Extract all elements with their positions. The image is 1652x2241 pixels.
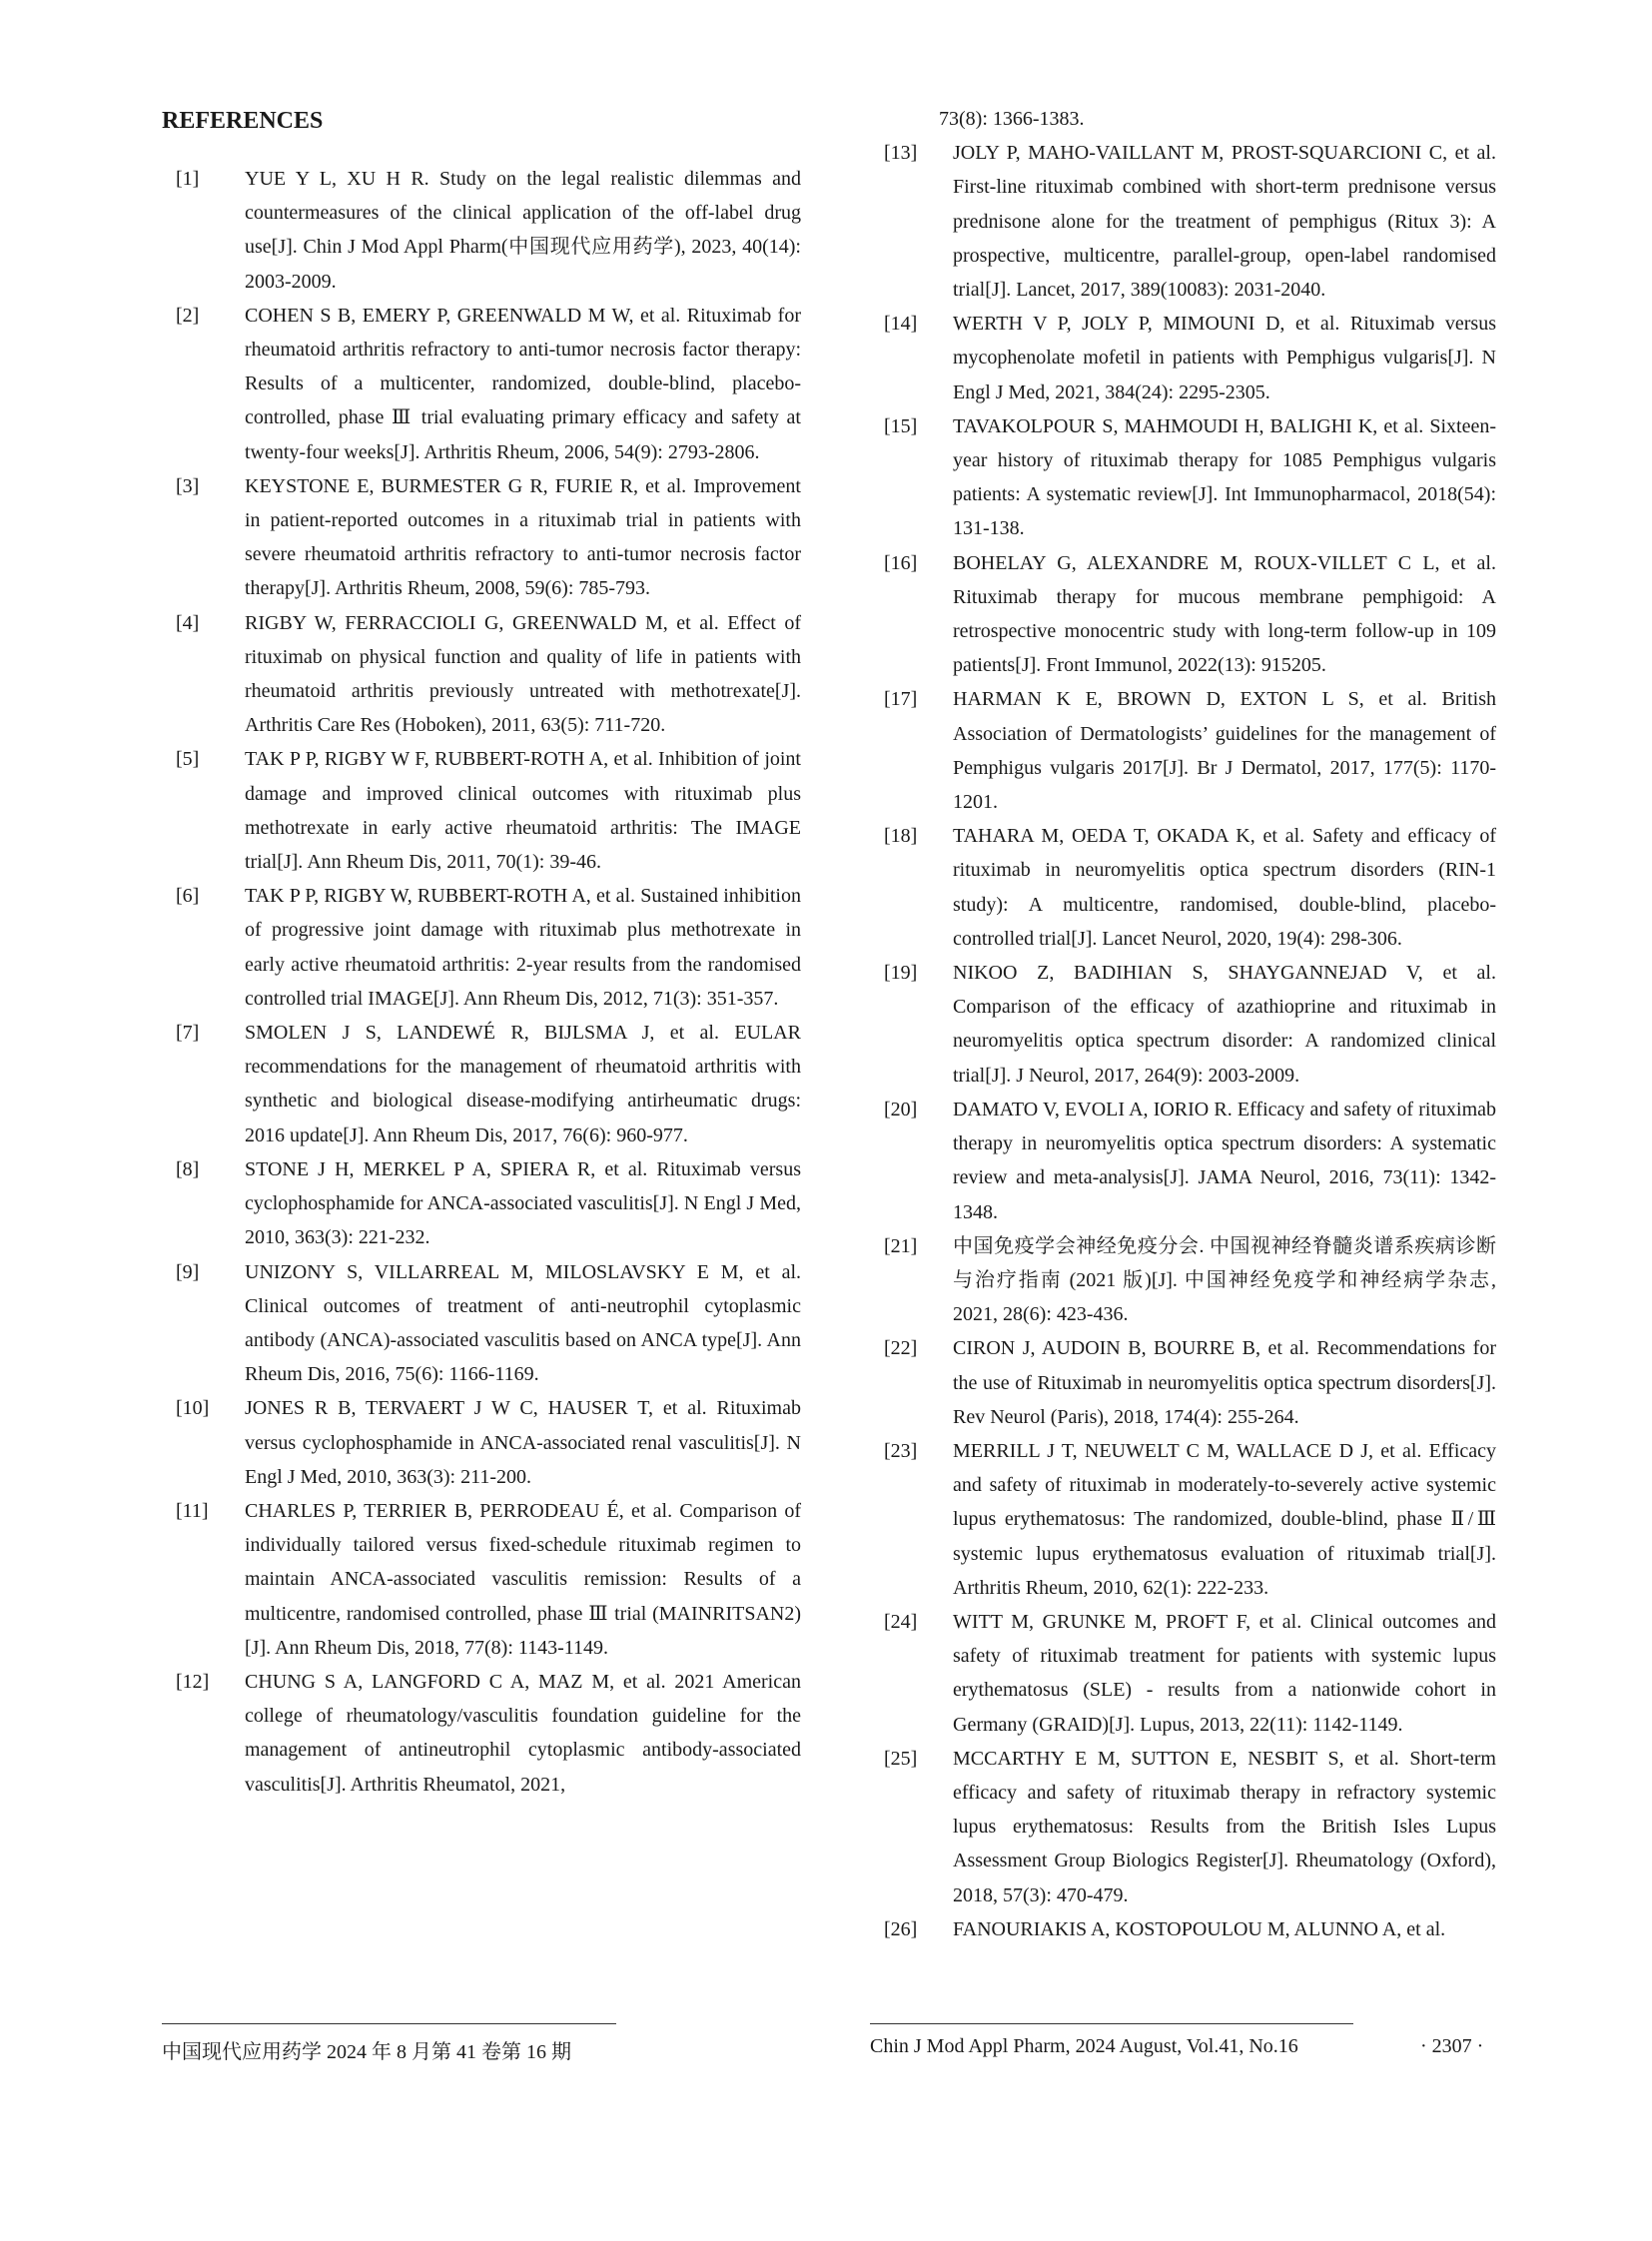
reference-item: [870, 546, 1496, 683]
reference-text: KEYSTONE E, BURMESTER G R, FURIE R, et al. Improvement in patient-reported outcomes in a rituximab trial in patients with severe rheumatoid arthritis refractory to anti-tumor necrosis factor therapy[J]. Arthritis Rheum, 2008, 59(6): 785-793.: [245, 474, 801, 600]
reference-text: NIKOO Z, BADIHIAN S, SHAYGANNEJAD V, et al. Comparison of the efficacy of azathioprine and rituximab in neuromyelitis optica spectrum disorder: A randomized clinical trial[J]. J Neurol, 2017, 264(9): 2003-2009.: [953, 962, 1496, 1087]
reference-number: [12]: [176, 1670, 210, 1693]
reference-continuation: 73(8): 1366-1383.: [939, 108, 1085, 130]
reference-text: WERTH V P, JOLY P, MIMOUNI D, et al. Rituximab versus mycophenolate mofetil in patients with Pemphigus vulgaris[J]. N Engl J Med, 2021, 384(24): 2295-2305.: [953, 313, 1496, 403]
right-reference-list: [870, 136, 1496, 1946]
reference-item: [162, 162, 801, 299]
reference-text: WITT M, GRUNKE M, PROFT F, et al. Clinical outcomes and safety of rituximab treatment for patients with systemic lupus erythematosus (SLE) - results from a nationwide cohort in Germany (GRAID)[J]. Lupus, 2013, 22(11): 1142-1149.: [953, 1610, 1496, 1736]
references-heading: REFERENCES: [162, 108, 324, 134]
reference-item: [870, 682, 1496, 819]
reference-text: SMOLEN J S, LANDEWÉ R, BIJLSMA J, et al. EULAR recommendations for the management of rheumatoid arthritis with synthetic and biological disease-modifying antirheumatic drugs: 2016 update[J]. Ann Rheum Dis, 2017, 76(6): 960-977.: [245, 1022, 801, 1146]
reference-text: CHARLES P, TERRIER B, PERRODEAU É, et al. Comparison of individually tailored versus fixed-schedule rituximab regimen to maintain ANCA-associated vasculitis remission: Results of a multicentre, randomised controlled, phase Ⅲ trial (MAINRITSAN2)[J]. Ann Rheum Dis, 2018, 77(8): 1143-1149.: [245, 1499, 801, 1659]
reference-text: HARMAN K E, BROWN D, EXTON L S, et al. British Association of Dermatologists’ guidelines for the management of Pemphigus vulgaris 2017[J]. Br J Dermatol, 2017, 177(5): 1170-1201.: [953, 688, 1496, 814]
reference-item: [870, 956, 1496, 1093]
reference-item: [162, 299, 801, 469]
reference-number: [13]: [884, 142, 918, 165]
footer-journal-en: Chin J Mod Appl Pharm, 2024 August, Vol.41, No.16: [870, 2035, 1298, 2057]
reference-item: [870, 1912, 1496, 1946]
reference-text: CIRON J, AUDOIN B, BOURRE B, et al. Recommendations for the use of Rituximab in neuromyelitis optica spectrum disorders[J]. Rev Neurol (Paris), 2018, 174(4): 255-264.: [953, 1337, 1496, 1428]
reference-text: CHUNG S A, LANGFORD C A, MAZ M, et al. 2021 American college of rheumatology/vasculitis foundation guideline for the management of antineutrophil cytoplasmic antibody-associated vasculitis[J]. Arthritis Rheumatol, 2021,: [245, 1670, 801, 1796]
reference-text: 中国免疫学会神经免疫分会. 中国视神经脊髓炎谱系疾病诊断与治疗指南 (2021 版)[J]. 中国神经免疫学和神经病学杂志, 2021, 28(6): 423-436.: [953, 1234, 1496, 1326]
reference-text: TAVAKOLPOUR S, MAHMOUDI H, BALIGHI K, et al. Sixteen-year history of rituximab therapy for 1085 Pemphigus vulgaris patients: A systematic review[J]. Int Immunopharmacol, 2018(54): 131-138.: [953, 414, 1496, 540]
reference-number: [5]: [176, 748, 200, 771]
left-column: [162, 100, 801, 1802]
reference-number: [8]: [176, 1157, 200, 1180]
reference-number: [20]: [884, 1098, 918, 1120]
reference-item: [870, 1229, 1496, 1332]
reference-item: [870, 1605, 1496, 1742]
reference-number: [9]: [176, 1260, 200, 1283]
reference-text: TAHARA M, OEDA T, OKADA K, et al. Safety and efficacy of rituximab in neuromyelitis optica spectrum disorders (RIN-1 study): A multicentre, randomised, double-blind, placebo-controlled trial[J]. Lancet Neurol, 2020, 19(4): 298-306.: [953, 825, 1496, 950]
reference-item: [162, 1665, 801, 1802]
reference-item: [870, 1331, 1496, 1434]
reference-number: [25]: [884, 1747, 918, 1770]
reference-number: [21]: [884, 1234, 918, 1257]
reference-text: COHEN S B, EMERY P, GREENWALD M W, et al. Rituximab for rheumatoid arthritis refractory to anti-tumor necrosis factor therapy: Results of a multicenter, randomized, double-blind, placebo-controlled, phase Ⅲ trial evaluating primary efficacy and safety at twenty-four weeks[J]. Arthritis Rheum, 2006, 54(9): 2793-2806.: [245, 304, 801, 463]
footer-rule-left: [162, 2023, 616, 2024]
reference-text: UNIZONY S, VILLARREAL M, MILOSLAVSKY E M, et al. Clinical outcomes of treatment of anti-neutrophil cytoplasmic antibody (ANCA)-associated vasculitis based on ANCA type[J]. Ann Rheum Dis, 2016, 75(6): 1166-1169.: [245, 1260, 801, 1386]
reference-number: [17]: [884, 688, 918, 711]
reference-number: [18]: [884, 825, 918, 848]
reference-number: [10]: [176, 1397, 210, 1420]
reference-number: [11]: [176, 1499, 209, 1522]
footer-journal-cn: 中国现代应用药学 2024 年 8 月第 41 卷第 16 期: [162, 2041, 571, 2063]
reference-number: [19]: [884, 962, 918, 985]
reference-item: [162, 1494, 801, 1665]
reference-text: RIGBY W, FERRACCIOLI G, GREENWALD M, et al. Effect of rituximab on physical function and quality of life in patients with rheumatoid arthritis previously untreated with methotrexate[J]. Arthritis Care Res (Hoboken), 2011, 63(5): 711-720.: [245, 611, 801, 737]
reference-item: [162, 1152, 801, 1255]
reference-number: [4]: [176, 611, 200, 634]
reference-number: [22]: [884, 1337, 918, 1360]
reference-number: [14]: [884, 313, 918, 336]
reference-text: STONE J H, MERKEL P A, SPIERA R, et al. Rituximab versus cyclophosphamide for ANCA-associated vasculitis[J]. N Engl J Med, 2010, 363(3): 221-232.: [245, 1157, 801, 1249]
footer-rule-right: [870, 2023, 1353, 2024]
reference-number: [3]: [176, 474, 200, 497]
reference-text: JONES R B, TERVAERT J W C, HAUSER T, et al. Rituximab versus cyclophosphamide in ANCA-associated renal vasculitis[J]. N Engl J Med, 2010, 363(3): 211-200.: [245, 1397, 801, 1488]
reference-number: [26]: [884, 1917, 918, 1940]
reference-number: [2]: [176, 304, 200, 327]
right-column: [870, 104, 1496, 1946]
reference-number: [7]: [176, 1022, 200, 1045]
reference-text: TAK P P, RIGBY W, RUBBERT-ROTH A, et al. Sustained inhibition of progressive joint damage with rituximab plus methotrexate in early active rheumatoid arthritis: 2-year results from the randomised controlled trial IMAGE[J]. Ann Rheum Dis, 2012, 71(3): 351-357.: [245, 885, 801, 1010]
reference-item: [162, 742, 801, 879]
reference-item: [870, 1434, 1496, 1605]
reference-item: [870, 819, 1496, 956]
reference-item: [870, 307, 1496, 409]
reference-text: FANOURIAKIS A, KOSTOPOULOU M, ALUNNO A, et al.: [953, 1917, 1446, 1940]
reference-text: DAMATO V, EVOLI A, IORIO R. Efficacy and safety of rituximab therapy in neuromyelitis optica spectrum disorders: A systematic review and meta-analysis[J]. JAMA Neurol, 2016, 73(11): 1342-1348.: [953, 1098, 1496, 1223]
reference-number: [6]: [176, 885, 200, 908]
reference-item: [870, 1093, 1496, 1229]
reference-text: MCCARTHY E M, SUTTON E, NESBIT S, et al. Short-term efficacy and safety of rituximab therapy in refractory systemic lupus erythematosus: Results from the British Isles Lupus Assessment Group Biologics Register[J]. Rheumatology (Oxford), 2018, 57(3): 470-479.: [953, 1747, 1496, 1906]
reference-text: TAK P P, RIGBY W F, RUBBERT-ROTH A, et al. Inhibition of joint damage and improved clinical outcomes with rituximab plus methotrexate in early active rheumatoid arthritis: The IMAGE trial[J]. Ann Rheum Dis, 2011, 70(1): 39-46.: [245, 748, 801, 874]
reference-item: [162, 606, 801, 743]
reference-number: [24]: [884, 1610, 918, 1633]
reference-item: [162, 1016, 801, 1152]
page-number: · 2307 ·: [1420, 2035, 1484, 2057]
reference-item: [162, 469, 801, 606]
reference-item: [870, 409, 1496, 546]
reference-item: [162, 879, 801, 1016]
reference-number: [1]: [176, 168, 200, 190]
reference-item: [870, 136, 1496, 307]
reference-number: [15]: [884, 414, 918, 437]
reference-text: MERRILL J T, NEUWELT C M, WALLACE D J, et al. Efficacy and safety of rituximab in moderately-to-severely active systemic lupus erythematosus: The randomized, double-blind, phase Ⅱ/Ⅲ systemic lupus erythematosus evaluation of rituximab trial[J]. Arthritis Rheum, 2010, 62(1): 222-233.: [953, 1439, 1496, 1599]
reference-text: BOHELAY G, ALEXANDRE M, ROUX-VILLET C L, et al. Rituximab therapy for mucous membrane pemphigoid: A retrospective monocentric study with long-term follow-up in 109 patients[J]. Front Immunol, 2022(13): 915205.: [953, 551, 1496, 677]
reference-number: [16]: [884, 551, 918, 574]
reference-item: [870, 1742, 1496, 1912]
reference-number: [23]: [884, 1439, 918, 1462]
reference-text: YUE Y L, XU H R. Study on the legal realistic dilemmas and countermeasures of the clinical application of the off-label drug use[J]. Chin J Mod Appl Pharm(中国现代应用药学), 2023, 40(14): 2003-2009.: [245, 168, 801, 293]
reference-text: JOLY P, MAHO-VAILLANT M, PROST-SQUARCIONI C, et al. First-line rituximab combined with short-term prednisone versus prednisone alone for the treatment of pemphigus (Ritux 3): A prospective, multicentre, parallel-group, open-label randomised trial[J]. Lancet, 2017, 389(10083): 2031-2040.: [953, 142, 1496, 302]
reference-item: [162, 1255, 801, 1392]
left-reference-list: [162, 162, 801, 1802]
reference-item: [162, 1391, 801, 1494]
